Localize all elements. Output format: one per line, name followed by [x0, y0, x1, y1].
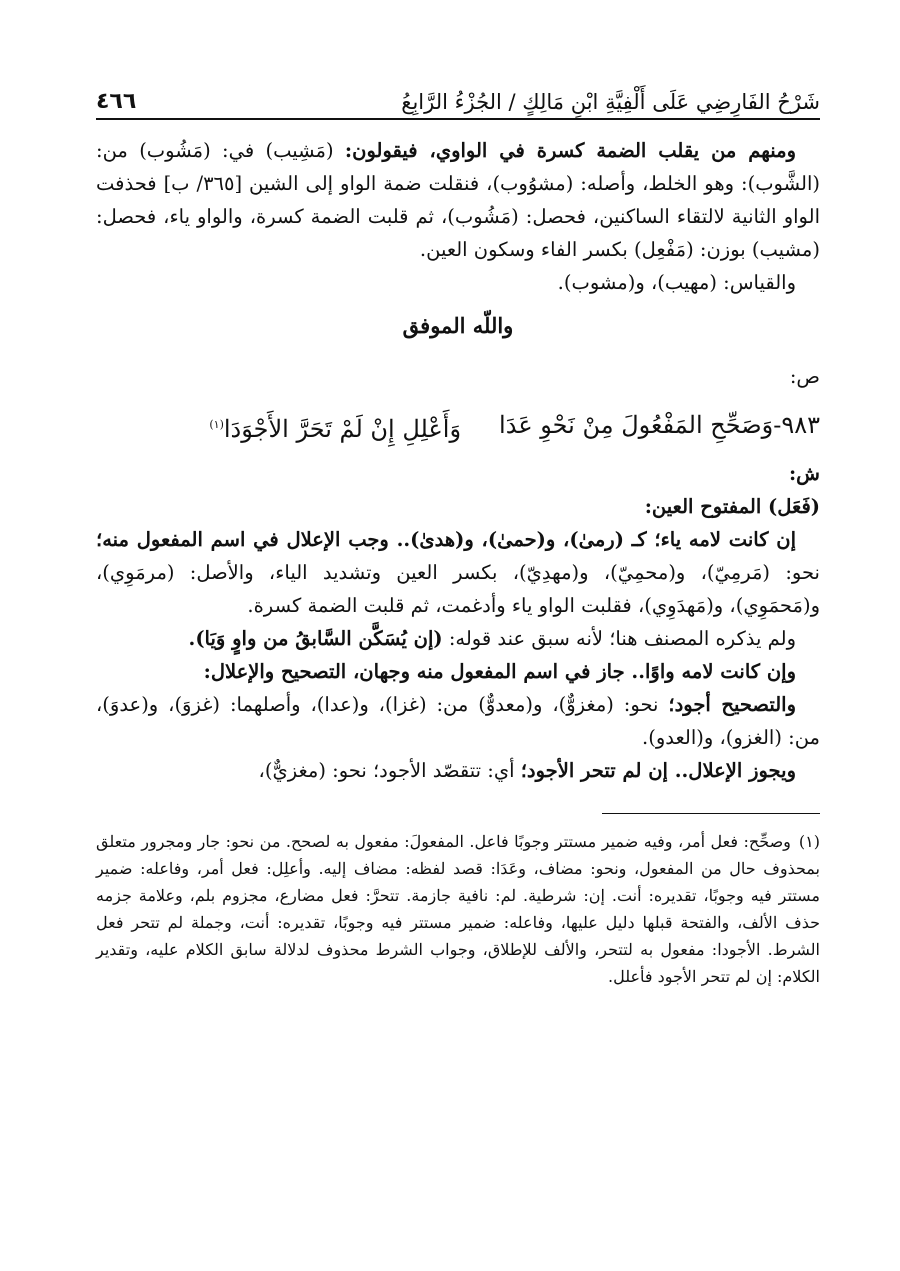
paragraph-7 [96, 754, 820, 787]
paragraph-6-body: نحو: (مغزوٌّ)، و(معدوٌّ) من: (غزا)، و(عدا)، وأصلهما: (غزوَ)، و(عدوَ)، من: (الغزو)، و(العدو). [96, 693, 820, 749]
label-sad: ص: [789, 365, 820, 388]
verse-line [96, 403, 820, 451]
footnote-text: وصحِّح: فعل أمر، وفيه ضمير مستتر وجوبًا فاعل. المفعولَ: مفعول به لصحح. من نحو: جار ومجرور متعلق بمحذوف حال من المفعول، ونحو: مضاف، وعَدَا: قصد لفظه: مضاف إليه. وأعلِل: فعل أمر، وفاعله: ضمير مستتر فيه وجوبًا، تقديره: أنت. إن: شرطية. لم: نافية جازمة. تتحرَّ: فعل مضارع، مجزوم بلم، وعلامة جزمه حذف الألف، والفتحة قبلها دليل عليها، وفاعله: ضمير مستتر فيه وجوبًا، تقديره: أنت، وجملة لم تتحر فعل الشرط. الأجودا: مفعول به لتتحر، والألف للإطلاق، وجواب الشرط محذوف لدلالة سابق الكلام عليه، وتقدير الكلام: إن لم تتحر الأجود فأعلل. [96, 832, 820, 986]
paragraph-1-body: (مَشِيب) في: (مَشُوب) من: (الشَّوب): وهو الخلط، وأصله: (مشوُوب)، فنقلت ضمة الواو إلى الشين [٣٦٥/ ب] فحذفت الواو الثانية لالتقاء الساكنين، فحصل: (مَشُوب)، ثم قلبت الضمة كسرة، والواو ياء، فحصل: (مشيب) بوزن: (مَفْعِل) بكسر الفاء وسكون العين. [96, 139, 820, 261]
paragraph-4-quote: (إن يُسَكَّن السَّابقُ من واوٍ وَيَا). [188, 627, 443, 650]
verse-part-1: وَصَحِّحِ المَفْعُولَ مِنْ نَحْوِ عَدَا [499, 411, 774, 439]
running-title: شَرْحُ الفَارِضِي عَلَى أَلْفِيَّةِ ابْنِ مَالِكٍ / الجُزْءُ الرَّابِعُ [401, 90, 820, 114]
paragraph-3-body: نحو: (مَرمِيّ)، و(محمِيّ)، و(مهدِيّ)، بكسر العين وتشديد الياء، والأصل: (مرمَوِي)، و(مَحمَوِي)، و(مَهدَوِي)، فقلبت الواو ياء وأدغمت، ثم قلبت الضمة كسرة. [96, 561, 820, 617]
paragraph-1-lead: ومنهم من يقلب الضمة كسرة في الواوي، فيقولون: [344, 139, 797, 162]
paragraph-4 [96, 622, 820, 655]
main-text [96, 134, 820, 787]
page-header [96, 70, 820, 120]
paragraph-2: والقياس: (مهيب)، و(مشوب). [557, 271, 796, 294]
footnote [96, 828, 820, 990]
verse-hemistich-2 [209, 403, 461, 451]
paragraph-5: وإن كانت لامه واوًا.. جاز في اسم المفعول منه وجهان، التصحيح والإعلال: [203, 660, 796, 683]
paragraph-6-lead: والتصحيح أجود؛ [668, 693, 796, 716]
verse-number: ٩٨٣- [773, 411, 820, 439]
paragraph-7-body: أي: تتقصّد الأجود؛ نحو: (مغزيٌّ)، [258, 759, 521, 782]
closing-phrase: واللّه الموفق [402, 313, 514, 338]
paragraph-3-lead: إن كانت لامه ياء؛ كـ (رمىٰ)، و(حمىٰ)، و(هدىٰ).. وجب الإعلال في اسم المفعول منه؛ [96, 528, 796, 551]
verse-part-2: وَأَعْلِلِ إِنْ لَمْ تَحَرَّ الأَجْوَدَا [223, 415, 462, 443]
paragraph-4-body: ولم يذكره المصنف هنا؛ لأنه سبق عند قوله: [442, 627, 796, 650]
paragraph-3 [96, 523, 820, 622]
label-shin: ش: [788, 462, 820, 485]
paragraph-6 [96, 688, 820, 754]
footnote-number: (١) [798, 832, 820, 851]
footnote-divider [602, 813, 820, 814]
verse-hemistich-1 [499, 403, 820, 451]
subheading: (فَعَل) المفتوح العين: [644, 495, 820, 518]
page-number: ٤٦٦ [96, 89, 137, 114]
page [96, 70, 820, 990]
paragraph-7-lead: ويجوز الإعلال.. إن لم تتحر الأجود؛ [520, 759, 796, 782]
footnote-body [96, 828, 820, 990]
footnote-ref[interactable]: (١) [209, 418, 224, 431]
paragraph-1 [96, 134, 820, 266]
